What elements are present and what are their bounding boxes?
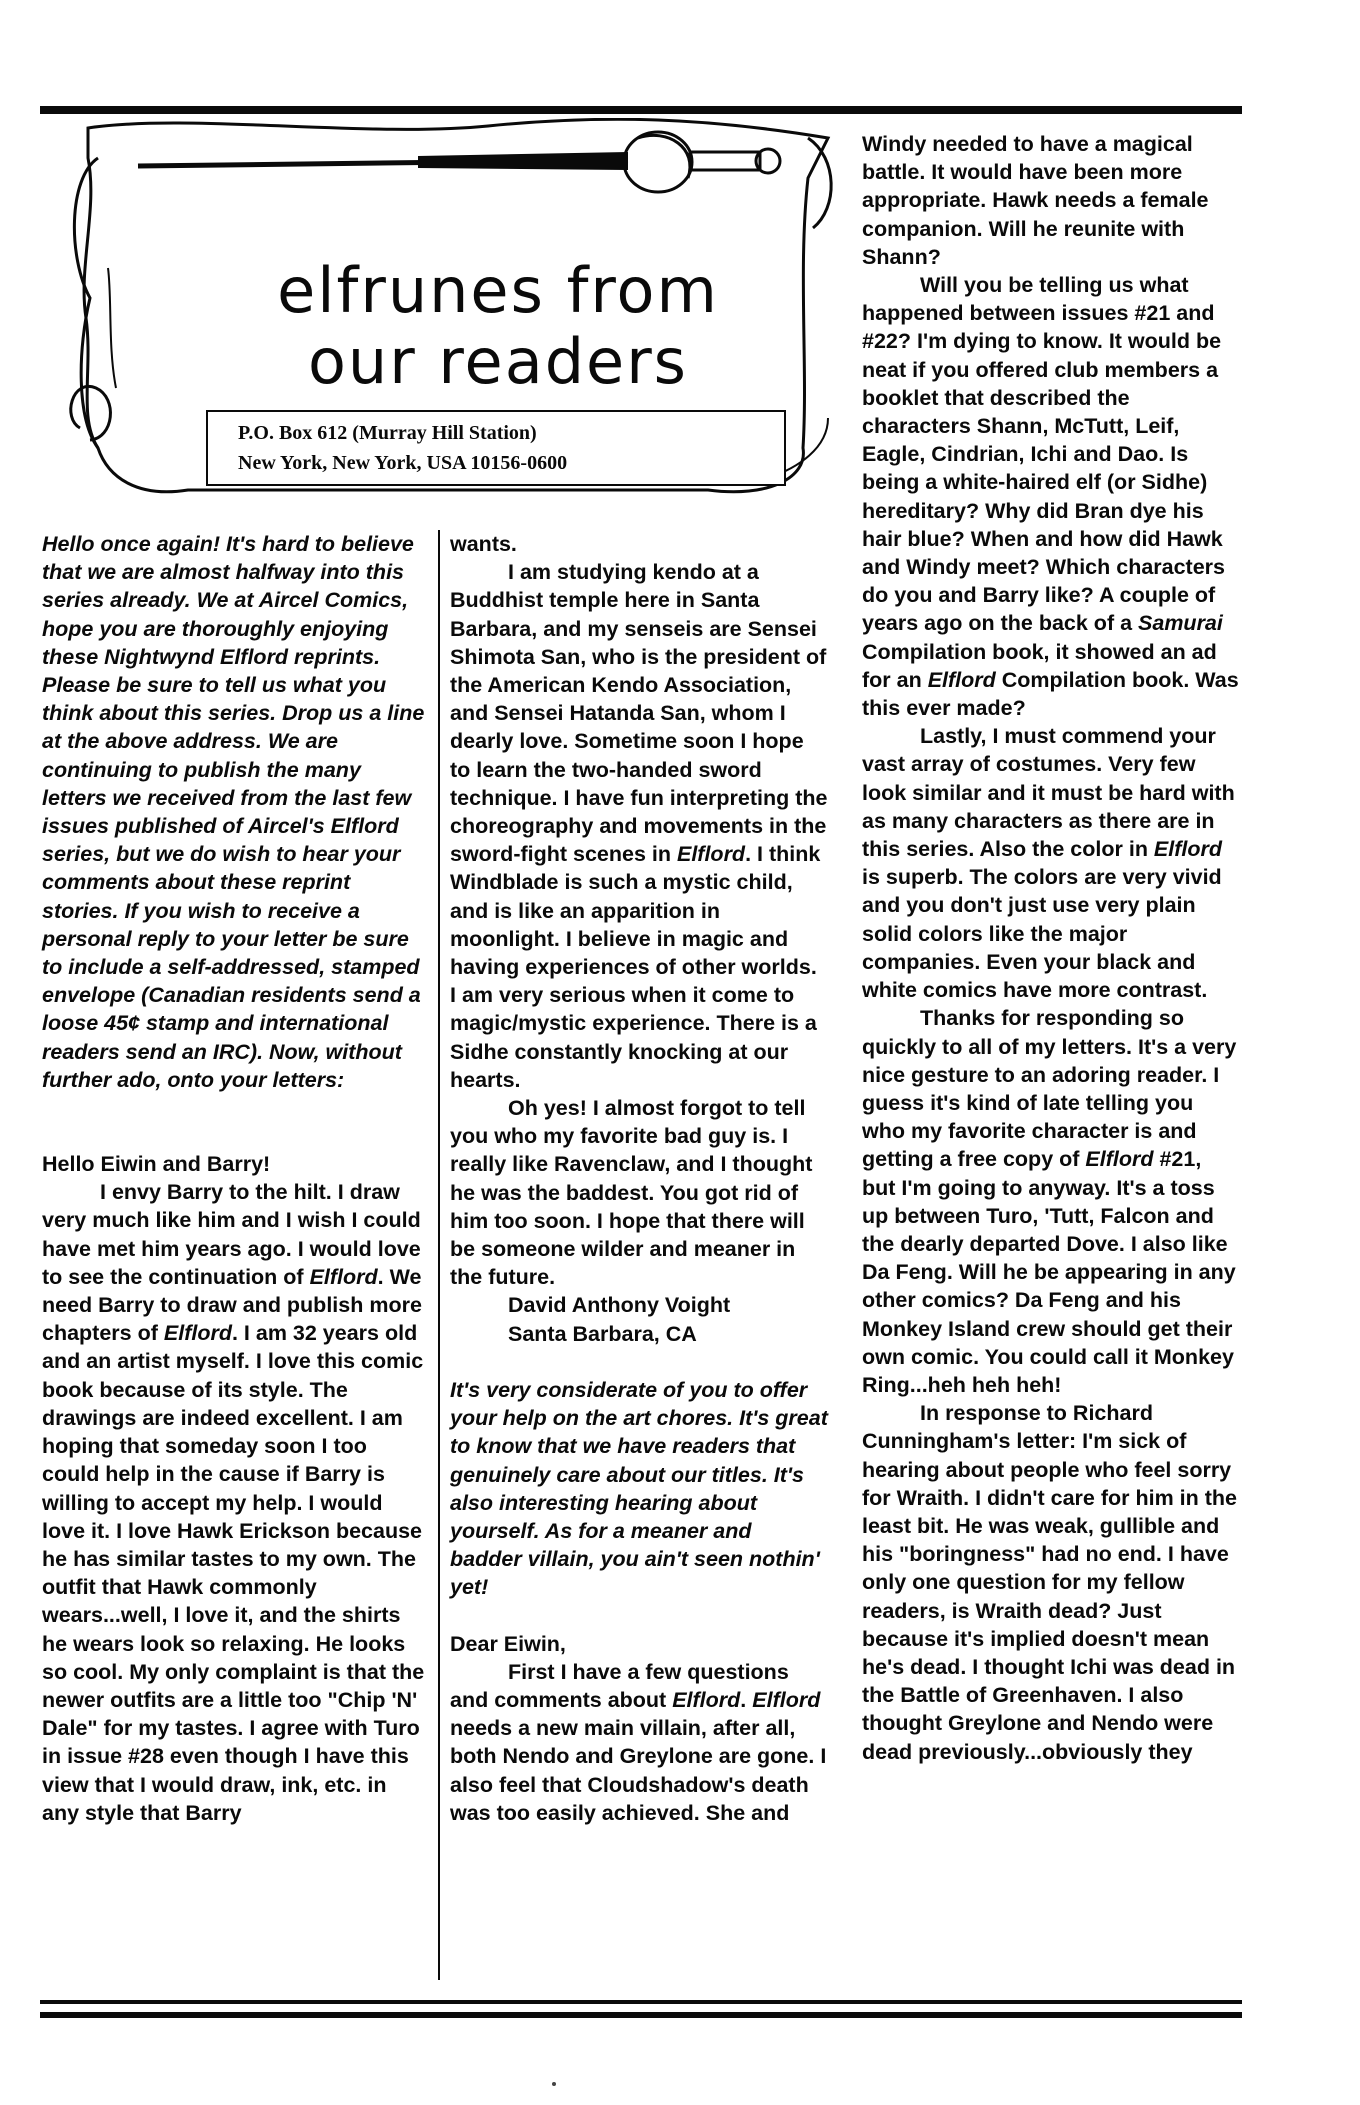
- address-line-2: New York, New York, USA 10156-0600: [238, 452, 568, 474]
- header-banner: [68, 118, 848, 518]
- page-title-line-1: elfrunes from: [277, 254, 719, 327]
- letter-paragraph: Will you be telling us what happened between issues #21 and #22? I'm dying to know. It would be neat if you offered club members a booklet that described the characters Shann, McTutt, Leif, Eagle, Cindrian, Ichi and Dao. Is being a white-haired elf (or Sidhe) hereditary? Why did Bran dye his hair blue? When and how did Hawk and Windy meet? Which characters do you and Barry like? A couple of years ago on the back of a Samurai Compilation book, it showed an ad for an Elflord Compilation book. Was this ever made?: [862, 273, 1239, 721]
- letter-signature-place: Santa Barbara, CA: [508, 1321, 697, 1346]
- letter-paragraph: First I have a few questions and comments about Elflord. Elflord needs a new main villain, after all, both Nendo and Greylone are gone. I also feel that Cloudshadow's death was too easily achieved. She and: [450, 1659, 827, 1825]
- letter-paragraph: I am studying kendo at a Buddhist temple here in Santa Barbara, and my senseis are Sensei Shimota San, who is the president of the American Kendo Association, and Sensei Hatanda San, whom I dearly love. Sometime soon I hope to learn the two-handed sword technique. I have fun interpreting the choreography and movements in the sword-fight scenes in Elflord. I think Windblade is such a mystic child, and is like an apparition in moonlight. I believe in magic and having experiences of other worlds. I am very serious when it come to magic/mystic experience. There is a Sidhe constantly knocking at our hearts.: [450, 560, 828, 1092]
- letter-paragraph: wants.: [450, 532, 517, 556]
- page-speck: [552, 2082, 556, 2086]
- editor-reply: It's very considerate of you to offer your help on the art chores. It's great to know that we have readers that genuinely care about our titles. It's also interesting hearing about yourself. As for a meaner and badder villain, you ain't seen nothin' yet!: [450, 1377, 828, 1600]
- letter-signature-name: David Anthony Voight: [508, 1293, 731, 1318]
- editor-intro: Hello once again! It's hard to believe that we are almost halfway into this series already. We at Aircel Comics, hope you are thoroughly enjoying these Nightwynd Elflord reprints. Please be sure to tell us what you think about this series. Drop us a line at the above address. We are continuing to publish the many letters we received from the last few issues published of Aircel's Elflord series, but we do wish to hear your comments about these reprint stories. If you wish to receive a personal reply to your letter be sure to include a self-addressed, stamped envelope (Canadian residents send a loose 45¢ stamp and international readers send an IRC). Now, without further ado, onto your letters:: [42, 532, 425, 1092]
- letter-paragraph: Windy needed to have a magical battle. It would have been more appropriate. Hawk needs a female companion. Will he reunite with Shann?: [862, 132, 1209, 269]
- letter-paragraph: In response to Richard Cunningham's letter: I'm sick of hearing about people who feel sorry for Wraith. I didn't care for him in the least bit. He was weak, gullible and his "boringness" had no end. I have only one question for my fellow readers, is Wraith dead? Just because it's implied doesn't mean he's dead. I thought Ichi was dead in the Battle of Greenhaven. I also thought Greylone and Nendo were dead previously...obviously they: [862, 1401, 1238, 1764]
- bottom-rule-thick: [40, 2012, 1242, 2018]
- column-2: [450, 530, 828, 1827]
- letter-salutation: Hello Eiwin and Barry!: [42, 1152, 271, 1177]
- letter-salutation: Dear Eiwin,: [450, 1631, 566, 1656]
- address-line-1: P.O. Box 612 (Murray Hill Station): [238, 422, 537, 444]
- column-3: [862, 130, 1240, 1766]
- mailing-address: [206, 410, 786, 486]
- page-title-line-2: our readers: [308, 325, 688, 398]
- letter-paragraph: Lastly, I must commend your vast array of costumes. Very few look similar and it must be hard with as many characters as there are in this series. Also the color in Elflord is superb. The colors are very vivid and you don't just use very plain solid colors like the major companies. Even your black and white comics have more contrast.: [862, 724, 1235, 1003]
- top-rule: [40, 106, 1242, 114]
- letter-paragraph: I envy Barry to the hilt. I draw very much like him and I wish I could have met him years ago. I would love to see the continuation of Elflord. We need Barry to draw and publish more chapters of Elflord. I am 32 years old and an artist myself. I love this comic book because of its style. The drawings are indeed excellent. I am hoping that someday soon I too could help in the cause if Barry is willing to accept my help. I would love it. I love Hawk Erickson because he has similar tastes to my own. The outfit that Hawk commonly wears...well, I love it, and the shirts he wears look so relaxing. He looks so cool. My only complaint is that the newer outfits are a little too "Chip 'N' Dale" for my tastes. I agree with Turo in issue #28 even though I have this view that I would draw, ink, etc. in any style that Barry: [42, 1180, 425, 1825]
- column-1: [42, 530, 427, 1827]
- bottom-rule-thin: [40, 2000, 1242, 2004]
- letter-paragraph: Oh yes! I almost forgot to tell you who my favorite bad guy is. I really like Ravenclaw, and I thought he was the baddest. You got rid of him too soon. I hope that there will be someone wilder and meaner in the future.: [450, 1096, 813, 1290]
- column-divider: [438, 530, 440, 1980]
- letter-paragraph: Thanks for responding so quickly to all of my letters. It's a very nice gesture to an adoring reader. I guess it's kind of late telling you who my favorite character is and getting a free copy of Elflord #21, but I'm going to anyway. It's a toss up between Turo, 'Tutt, Falcon and the dearly departed Dove. I also like Da Feng. Will he be appearing in any other comics? Da Feng and his Monkey Island crew should get their own comic. You could call it Monkey Ring...heh heh heh!: [862, 1006, 1237, 1397]
